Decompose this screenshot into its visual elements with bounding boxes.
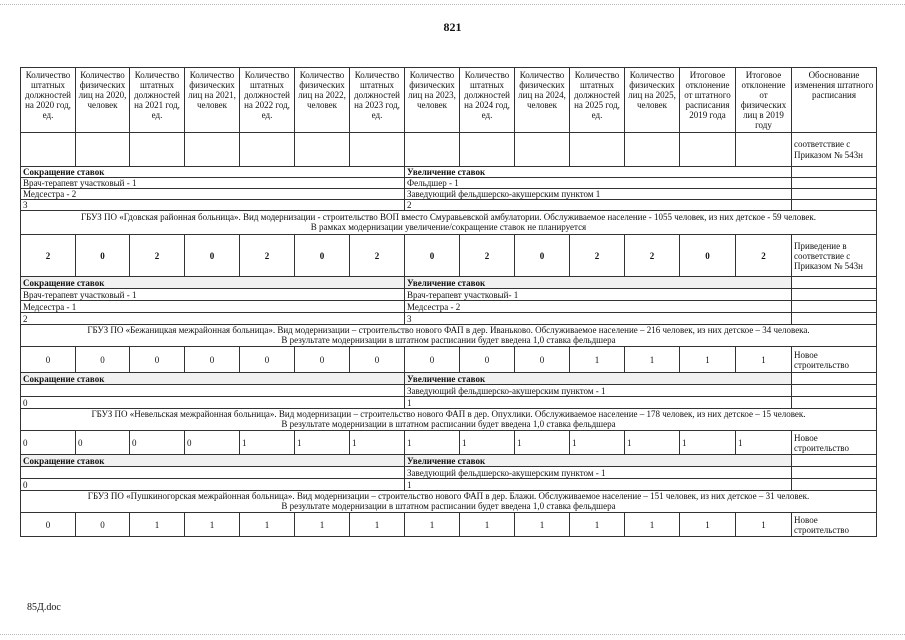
value-cell: 1 xyxy=(515,431,570,455)
column-header: Количество штатных должностей на 2023 год, ед. xyxy=(350,68,405,133)
reduction-item: Врач-терапевт участковый - 1 xyxy=(21,178,405,189)
increase-item: Врач-терапевт участковый- 1 xyxy=(405,289,792,301)
value-cell: 2 xyxy=(570,235,625,277)
section-row xyxy=(21,455,877,467)
list-item xyxy=(21,467,877,479)
value-cell: 2 xyxy=(736,235,792,277)
justification-cell: Новое строительство xyxy=(792,513,877,537)
value-cell: 1 xyxy=(736,431,792,455)
reduction-label: Сокращение ставок xyxy=(21,373,405,385)
value-cell: 2 xyxy=(460,235,515,277)
justification-cell: Приведение в соответствие с Приказом № 543н xyxy=(792,235,877,277)
increase-label: Увеличение ставок xyxy=(405,373,792,385)
column-header: Количество физических лиц на 2021, человек xyxy=(185,68,240,133)
reduction-total: 0 xyxy=(21,479,405,491)
values-row xyxy=(21,513,877,537)
value-cell: 0 xyxy=(185,235,240,277)
column-header: Обоснование изменения штатного расписания xyxy=(792,68,877,133)
value-cell: 1 xyxy=(736,347,792,373)
column-header: Количество физических лиц на 2022, человек xyxy=(295,68,350,133)
value-cell: 1 xyxy=(405,431,460,455)
value-cell: 1 xyxy=(625,513,680,537)
value-cell: 0 xyxy=(21,513,76,537)
caption-line: ГБУЗ ПО «Гдовская районная больница». Вид модернизации - строительство ВОП вместо Смуравьевской амбулатории. Обслуживаемое население - 1055 человек, из них детское - 59 человек. xyxy=(80,211,817,222)
increase-label: Увеличение ставок xyxy=(405,167,792,178)
increase-total: 3 xyxy=(405,313,792,325)
reduction-total: 0 xyxy=(21,397,405,409)
value-cell: 1 xyxy=(625,431,680,455)
increase-item: Фельдшер - 1 xyxy=(405,178,792,189)
reduction-total: 3 xyxy=(21,200,405,211)
column-header: Итоговое отклонение от штатного расписания 2019 года xyxy=(680,68,736,133)
value-cell: 2 xyxy=(625,235,680,277)
value-cell: 0 xyxy=(515,347,570,373)
section-row xyxy=(21,277,877,289)
table-header-row xyxy=(21,68,877,133)
caption-row xyxy=(21,325,877,347)
staffing-table xyxy=(20,67,877,537)
value-cell: 1 xyxy=(185,513,240,537)
column-header: Количество физических лиц на 2020, человек xyxy=(76,68,130,133)
value-cell: 2 xyxy=(130,235,185,277)
section-row xyxy=(21,373,877,385)
reduction-label: Сокращение ставок xyxy=(21,277,405,289)
column-header: Количество штатных должностей на 2020 год, ед. xyxy=(21,68,76,133)
value-cell: 1 xyxy=(240,431,295,455)
page-number: 821 xyxy=(443,20,462,34)
total-row xyxy=(21,479,877,491)
table-row xyxy=(21,133,877,167)
value-cell: 1 xyxy=(736,513,792,537)
values-row xyxy=(21,431,877,455)
value-cell: 0 xyxy=(350,347,405,373)
reduction-label: Сокращение ставок xyxy=(21,167,405,178)
document-footer: 85Д.doc xyxy=(27,602,61,613)
value-cell: 0 xyxy=(76,431,130,455)
value-cell: 1 xyxy=(515,513,570,537)
value-cell: 1 xyxy=(570,431,625,455)
caption-line: ГБУЗ ПО «Невельская межрайонная больница». Вид модернизации – строительство нового ФАП в дер. Опухлики. Обслуживаемое население – 178 человек, из них детское – 15 человек. xyxy=(91,408,806,419)
value-cell: 1 xyxy=(680,513,736,537)
list-item xyxy=(21,385,877,397)
value-cell: 0 xyxy=(240,347,295,373)
reduction-label: Сокращение ставок xyxy=(21,455,405,467)
value-cell: 0 xyxy=(405,235,460,277)
reduction-item: Медсестра - 2 xyxy=(21,189,405,200)
values-row xyxy=(21,347,877,373)
value-cell: 1 xyxy=(405,513,460,537)
values-row xyxy=(21,235,877,277)
value-cell: 0 xyxy=(405,347,460,373)
justification-cell: соответствие с Приказом № 543н xyxy=(792,133,877,167)
value-cell: 1 xyxy=(130,513,185,537)
value-cell: 1 xyxy=(295,431,350,455)
caption-row xyxy=(21,211,877,235)
value-cell: 0 xyxy=(460,347,515,373)
value-cell: 1 xyxy=(625,347,680,373)
caption-line: ГБУЗ ПО «Пушкиногорская межрайонная больница». Вид модернизации – строительство нового ФАП в дер. Блажи. Обслуживаемое население – 151 человек, из них детское – 31 человек. xyxy=(87,490,810,501)
value-cell: 1 xyxy=(680,347,736,373)
value-cell: 1 xyxy=(350,513,405,537)
value-cell: 0 xyxy=(185,431,240,455)
section-row xyxy=(21,167,877,178)
value-cell: 1 xyxy=(240,513,295,537)
justification-cell: Новое строительство xyxy=(792,347,877,373)
increase-label: Увеличение ставок xyxy=(405,455,792,467)
increase-item: Заведующий фельдшерско-акушерским пунктом - 1 xyxy=(405,467,792,479)
justification-cell: Новое строительство xyxy=(792,431,877,455)
column-header: Количество штатных должностей на 2025 год, ед. xyxy=(570,68,625,133)
reduction-total: 2 xyxy=(21,313,405,325)
column-header: Количество штатных должностей на 2024 год, ед. xyxy=(460,68,515,133)
caption-row xyxy=(21,409,877,431)
value-cell: 1 xyxy=(680,431,736,455)
column-header: Итоговое отклонение от физических лиц в 2019 году xyxy=(736,68,792,133)
increase-label: Увеличение ставок xyxy=(405,277,792,289)
increase-total: 1 xyxy=(405,397,792,409)
list-item xyxy=(21,189,877,200)
value-cell: 2 xyxy=(21,235,76,277)
caption-line: В результате модернизации в штатном расписании будет введена 1,0 ставка фельдшера xyxy=(281,418,616,429)
caption-line: ГБУЗ ПО «Бежаницкая межрайонная больница». Вид модернизации – строительство нового ФАП в дер. Иваньково. Обслуживаемое население – 216 человек, из них детское – 34 человека. xyxy=(87,324,810,335)
value-cell: 1 xyxy=(570,347,625,373)
column-header: Количество штатных должностей на 2022 год, ед. xyxy=(240,68,295,133)
caption-line: В результате модернизации в штатном расписании будет введена 1,0 ставка фельдшера xyxy=(281,334,616,345)
value-cell: 1 xyxy=(350,431,405,455)
value-cell: 0 xyxy=(21,431,76,455)
value-cell: 0 xyxy=(76,347,130,373)
institution-caption xyxy=(21,409,877,431)
column-header: Количество физических лиц на 2023, человек xyxy=(405,68,460,133)
institution-caption xyxy=(21,491,877,513)
total-row xyxy=(21,200,877,211)
value-cell: 0 xyxy=(130,431,185,455)
total-row xyxy=(21,313,877,325)
caption-row xyxy=(21,491,877,513)
institution-caption xyxy=(21,325,877,347)
value-cell: 1 xyxy=(460,513,515,537)
total-row xyxy=(21,397,877,409)
value-cell: 0 xyxy=(130,347,185,373)
list-item xyxy=(21,301,877,313)
value-cell: 0 xyxy=(185,347,240,373)
column-header: Количество физических лиц на 2024, человек xyxy=(515,68,570,133)
value-cell: 1 xyxy=(460,431,515,455)
value-cell: 0 xyxy=(76,235,130,277)
value-cell: 2 xyxy=(350,235,405,277)
value-cell: 1 xyxy=(295,513,350,537)
increase-total: 1 xyxy=(405,479,792,491)
reduction-item: Врач-терапевт участковый - 1 xyxy=(21,289,405,301)
institution-caption xyxy=(21,211,877,235)
list-item xyxy=(21,289,877,301)
value-cell: 0 xyxy=(515,235,570,277)
value-cell: 0 xyxy=(295,347,350,373)
increase-item: Медсестра - 2 xyxy=(405,301,792,313)
value-cell: 1 xyxy=(570,513,625,537)
increase-total: 2 xyxy=(405,200,792,211)
increase-item: Заведующий фельдшерско-акушерским пунктом 1 xyxy=(405,189,792,200)
caption-line: В рамках модернизации увеличение/сокращение ставок не планируется xyxy=(310,221,587,232)
list-item xyxy=(21,178,877,189)
column-header: Количество штатных должностей на 2021 год, ед. xyxy=(130,68,185,133)
increase-item: Заведующий фельдшерско-акушерским пунктом - 1 xyxy=(405,385,792,397)
value-cell: 0 xyxy=(680,235,736,277)
column-header: Количество физических лиц на 2025, человек xyxy=(625,68,680,133)
caption-line: В результате модернизации в штатном расписании будет введена 1,0 ставка фельдшера xyxy=(281,500,616,511)
value-cell: 2 xyxy=(240,235,295,277)
value-cell: 0 xyxy=(21,347,76,373)
value-cell: 0 xyxy=(76,513,130,537)
reduction-item: Медсестра - 1 xyxy=(21,301,405,313)
value-cell: 0 xyxy=(295,235,350,277)
